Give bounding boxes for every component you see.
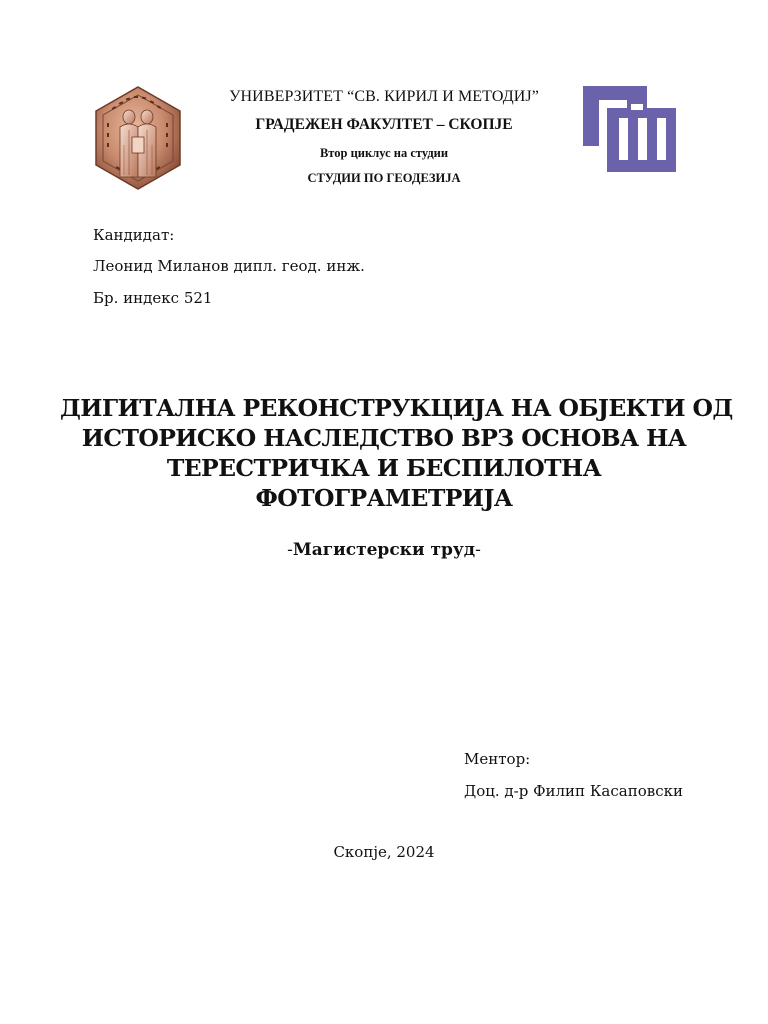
faculty-logo-icon (583, 86, 676, 172)
candidate-index: Бр. индекс 521 (93, 289, 213, 307)
study-cycle: Втор циклус на студии (319, 146, 449, 160)
thesis-type-prefix: - (287, 540, 293, 560)
thesis-title (60, 393, 733, 513)
thesis-title-line: ДИГИТАЛНА РЕКОНСТРУКЦИЈА НА ОБЈЕКТИ ОД (60, 394, 733, 422)
place-date: Скопје, 2024 (333, 843, 435, 861)
study-program: СТУДИИ ПО ГЕОДЕЗИЈА (307, 171, 461, 185)
thesis-type-suffix: - (475, 540, 481, 560)
university-seal-icon (92, 85, 184, 191)
thesis-type-label: Магистерски труд (292, 540, 476, 560)
mentor-name: Доц. д-р Филип Касаповски (464, 782, 683, 800)
thesis-type (184, 540, 584, 560)
university-seal (92, 85, 184, 191)
faculty-logo (583, 86, 676, 172)
thesis-title-line: ФОТОГРАМЕТРИЈА (255, 484, 513, 512)
candidate-label: Кандидат: (93, 226, 175, 244)
mentor-label: Ментор: (464, 750, 531, 768)
thesis-title-line: ТЕРЕСТРИЧКА И БЕСПИЛОТНА (166, 454, 602, 482)
university-name: УНИВЕРЗИТЕТ “СВ. КИРИЛ И МЕТОДИЈ” (229, 88, 539, 105)
thesis-title-line: ИСТОРИСКО НАСЛЕДСТВО ВРЗ ОСНОВА НА (81, 424, 687, 452)
faculty-name: ГРАДЕЖЕН ФАКУЛТЕТ – СКОПЈЕ (255, 116, 513, 133)
candidate-name: Леонид Миланов дипл. геод. инж. (93, 257, 365, 275)
